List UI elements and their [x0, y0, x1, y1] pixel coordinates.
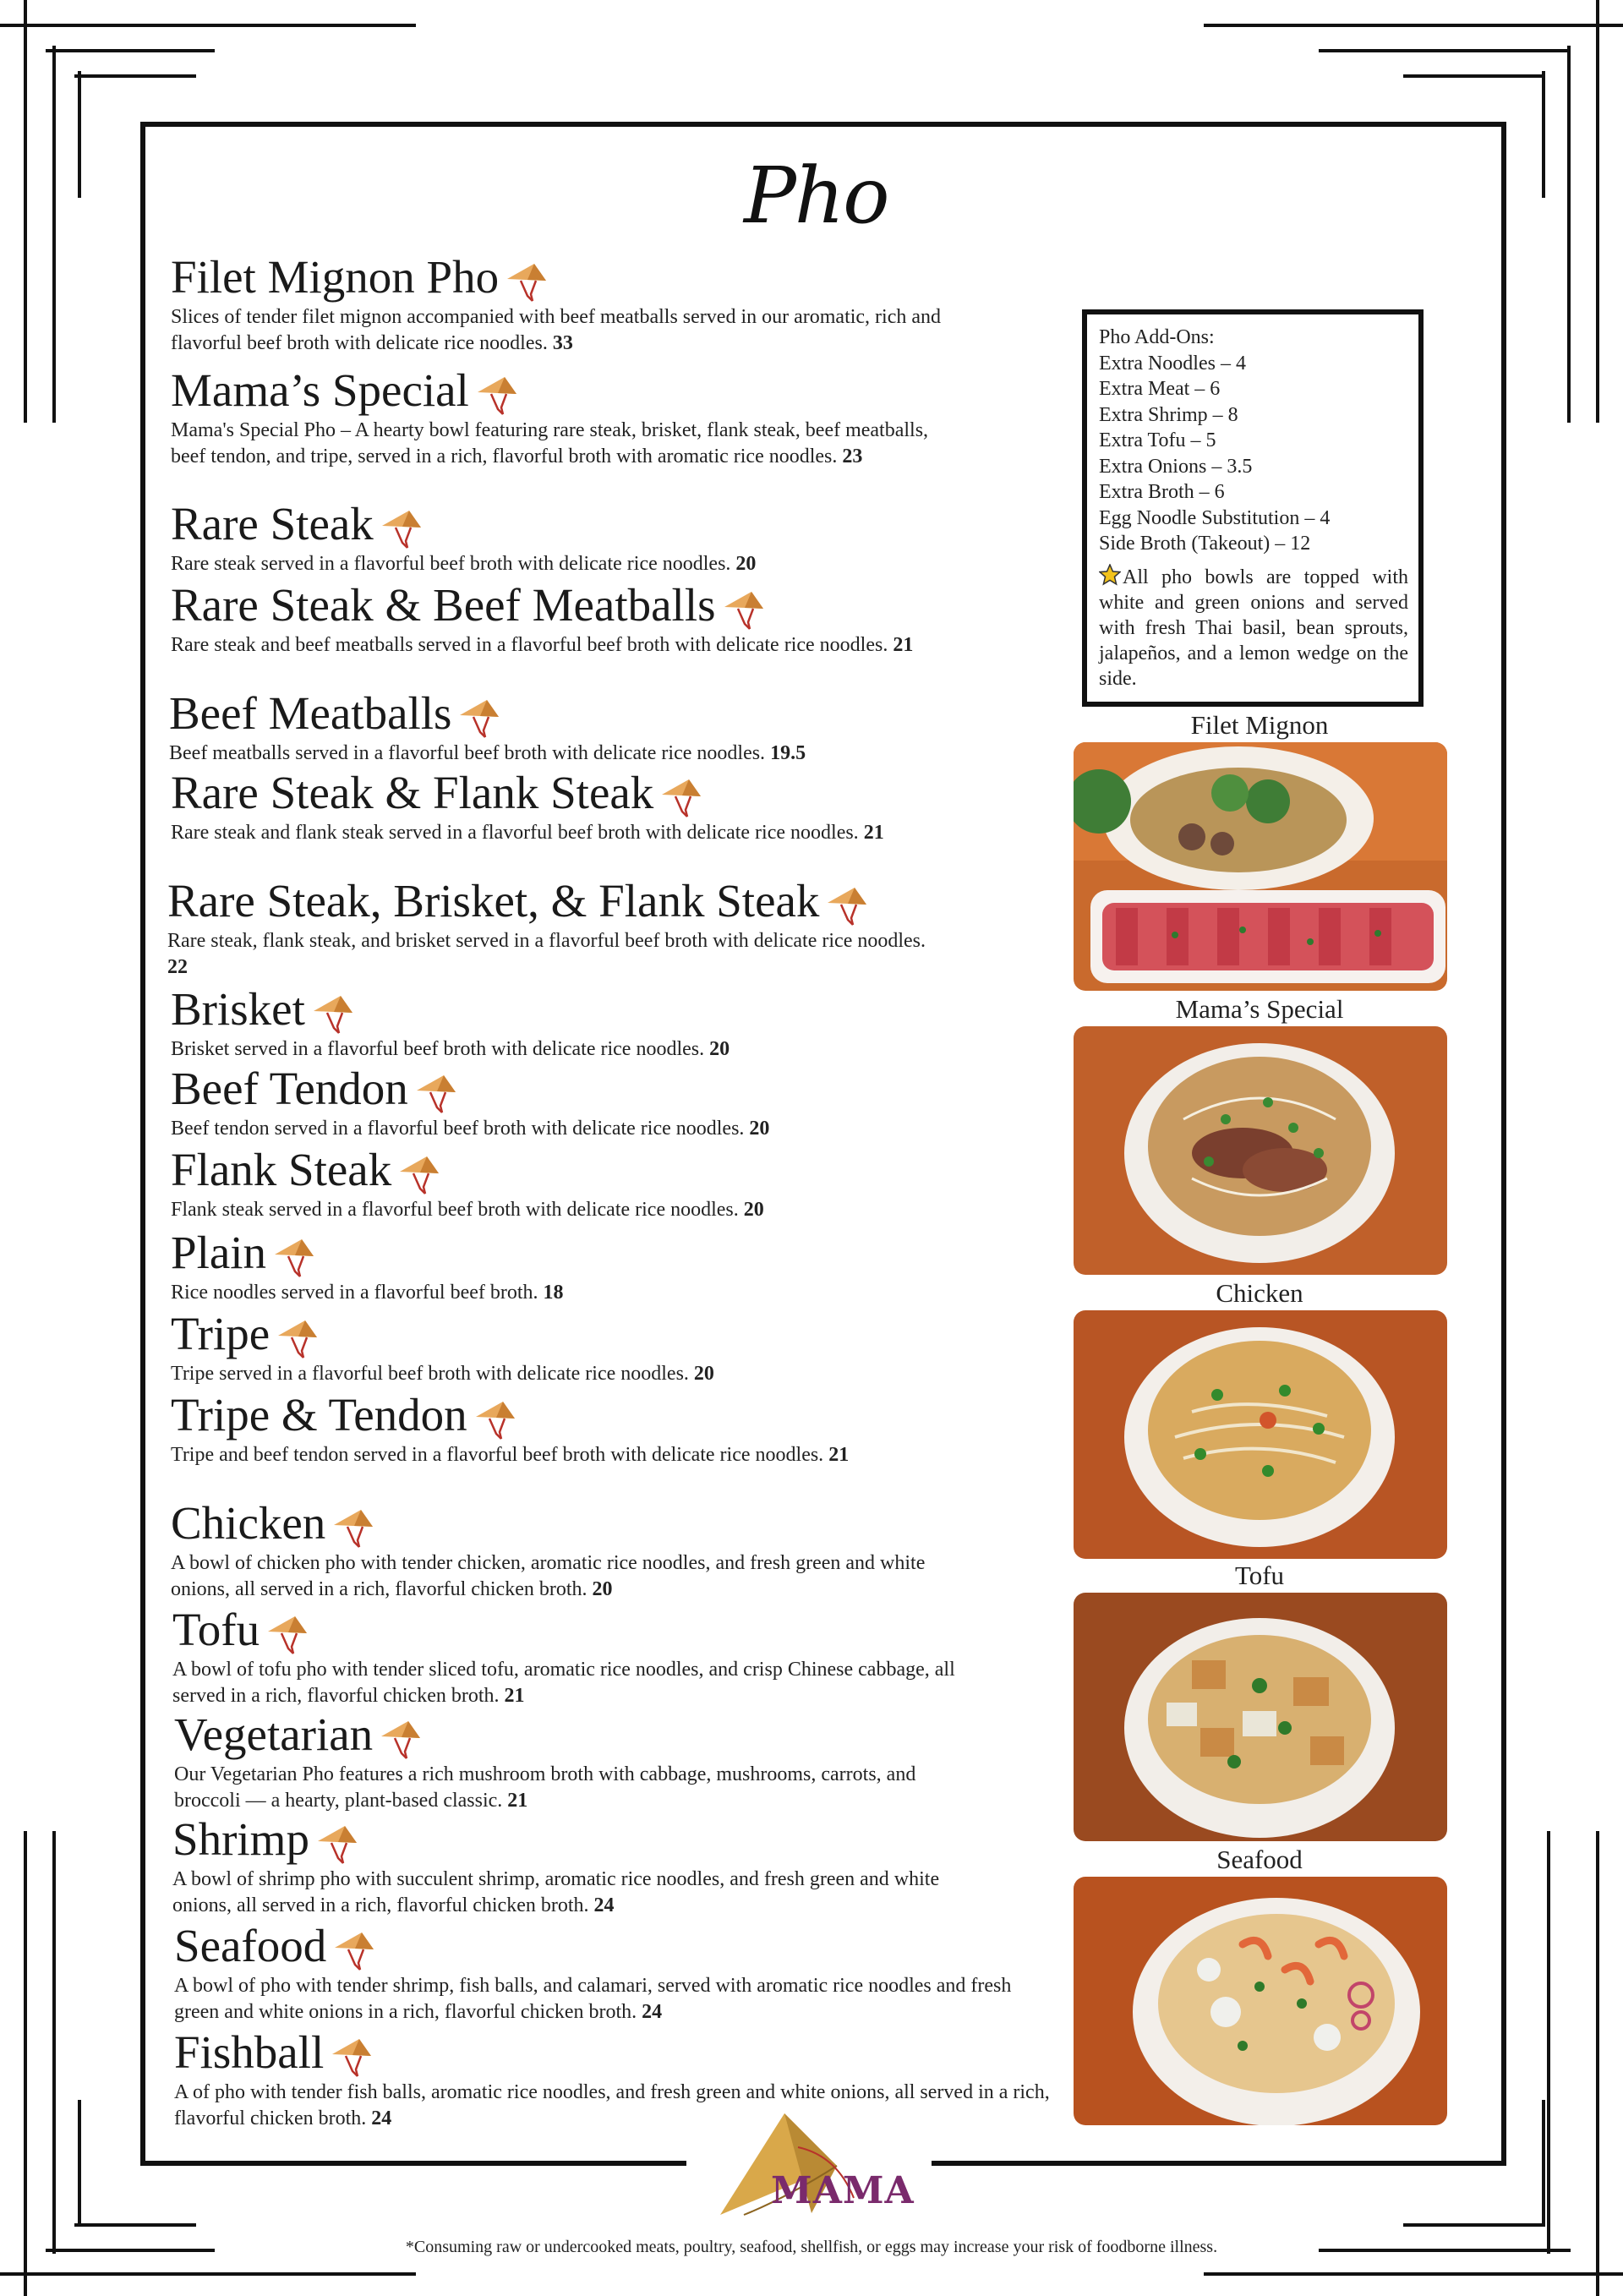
item-price: 22 [167, 956, 188, 978]
item-price: 24 [642, 2001, 663, 2023]
item-price: 24 [371, 2107, 392, 2129]
item-description: Rare steak and flank steak served in a flavorful beef broth with delicate rice noodles. [171, 822, 859, 844]
item-price: 21 [863, 822, 884, 844]
conical-hat-icon [412, 1072, 459, 1114]
item-description: Mama's Special Pho – A hearty bowl featuring rare steak, brisket, flank steak, beef meatballs, beef tendon, and tripe, served in a rich, flavorful broth with aromatic rice noodles. [171, 419, 929, 467]
conical-hat-icon [657, 776, 704, 818]
item-price: 21 [507, 1790, 528, 1812]
menu-item [172, 1604, 1102, 1709]
addon-item: Extra Broth – 6 [1099, 481, 1225, 503]
item-description: Tripe served in a flavorful beef broth with delicate rice noodles. [171, 1363, 689, 1385]
menu-item [171, 1498, 1101, 1603]
item-name: Rare Steak, Brisket, & Flank Steak [167, 875, 820, 927]
addons-box [1082, 309, 1424, 707]
addon-item: Extra Noodles – 4 [1099, 352, 1246, 374]
item-name: Rare Steak & Beef Meatballs [171, 579, 716, 631]
item-price: 20 [709, 1038, 730, 1060]
tofu-photo [1074, 1593, 1447, 1841]
item-price: 21 [893, 634, 914, 656]
seafood-photo [1074, 1877, 1447, 2125]
conical-hat-icon [822, 884, 870, 927]
toppings-note: All pho bowls are topped with white and green onions and served with fresh Thai basil, bean sprouts, jalapeños, and a lemon wedge on the side. [1099, 566, 1408, 690]
item-name: Seafood [174, 1920, 327, 1971]
logo-text: MAMA [771, 2169, 915, 2212]
conical-hat-icon [473, 374, 520, 416]
item-price: 19.5 [770, 742, 806, 764]
menu-item [171, 365, 1101, 470]
item-description: A bowl of shrimp pho with succulent shrimp, aromatic rice noodles, and fresh green and white onions, all served in a rich, flavorful chicken broth. [172, 1868, 940, 1916]
item-name: Beef Tendon [171, 1063, 408, 1114]
item-price: 20 [592, 1578, 613, 1600]
menu-item [171, 252, 1101, 357]
item-name: Brisket [171, 983, 305, 1035]
addon-item: Extra Shrimp – 8 [1099, 403, 1238, 426]
item-name: Plain [171, 1227, 267, 1278]
item-price: 18 [543, 1282, 564, 1304]
menu-item [171, 984, 1101, 1063]
item-price: 20 [693, 1363, 714, 1385]
conical-hat-icon [471, 1398, 518, 1440]
filet-mignon-photo [1074, 742, 1447, 991]
item-name: Vegetarian [174, 1708, 374, 1760]
conical-hat-icon [376, 1718, 424, 1760]
menu-item [174, 1709, 1104, 1814]
star-icon [1099, 564, 1121, 586]
menu-item [174, 1921, 1104, 2025]
item-price: 33 [552, 332, 573, 354]
menu-item [171, 1309, 1101, 1387]
item-name: Tofu [172, 1604, 260, 1655]
conical-hat-icon [455, 697, 502, 739]
conical-hat-icon [313, 1823, 360, 1865]
item-description: Tripe and beef tendon served in a flavorful beef broth with delicate rice noodles. [171, 1444, 824, 1466]
item-description: Slices of tender filet mignon accompanied with beef meatballs served in our aromatic, rich and flavorful beef broth with delicate rice noodles. [171, 306, 942, 354]
conical-hat-icon [273, 1317, 320, 1359]
item-price: 20 [743, 1199, 764, 1221]
conical-hat-icon [719, 588, 767, 631]
toppings-note-container [1099, 564, 1408, 692]
item-name: Flank Steak [171, 1144, 392, 1195]
menu-item [171, 1145, 1101, 1223]
mamas-special-photo [1074, 1026, 1447, 1275]
item-name: Rare Steak [171, 498, 374, 549]
item-price: 20 [735, 553, 757, 575]
conical-hat-icon [330, 1929, 377, 1971]
item-description: Our Vegetarian Pho features a rich mushroom broth with cabbage, mushrooms, carrots, and broccoli — a hearty, plant-based classic. [174, 1763, 916, 1812]
photo-label: Filet Mignon [1190, 710, 1329, 740]
item-name: Filet Mignon Pho [171, 251, 500, 303]
item-name: Fishball [174, 2026, 325, 2078]
item-description: Rare steak and beef meatballs served in a flavorful beef broth with delicate rice noodles. [171, 634, 888, 656]
conical-hat-icon [395, 1153, 442, 1195]
item-description: Rare steak served in a flavorful beef broth with delicate rice noodles. [171, 553, 731, 575]
addon-item: Extra Onions – 3.5 [1099, 455, 1253, 478]
conical-hat-icon [377, 507, 424, 549]
item-name: Beef Meatballs [169, 687, 452, 739]
item-price: 23 [842, 446, 863, 467]
item-name: Rare Steak & Flank Steak [171, 767, 654, 818]
item-description: A of pho with tender fish balls, aromatic rice noodles, and fresh green and white onions, all served in a rich, flavorful chicken broth. [174, 2081, 1050, 2129]
addon-item: Extra Tofu – 5 [1099, 429, 1216, 451]
chicken-photo [1074, 1310, 1447, 1559]
addon-item: Extra Meat – 6 [1099, 378, 1221, 400]
conical-hat-icon [502, 260, 549, 303]
conical-hat-icon [309, 992, 356, 1035]
item-description: A bowl of chicken pho with tender chicken, aromatic rice noodles, and fresh green and white onions, all served in a rich, flavorful chicken broth. [171, 1552, 926, 1600]
conical-hat-icon [327, 2036, 374, 2078]
item-name: Mama’s Special [171, 364, 469, 416]
item-description: Brisket served in a flavorful beef broth with delicate rice noodles. [171, 1038, 705, 1060]
item-description: Rice noodles served in a flavorful beef broth. [171, 1282, 538, 1304]
menu-item [171, 580, 1101, 659]
menu-item [171, 1390, 1101, 1468]
menu-item [174, 2027, 1104, 2132]
item-name: Tripe & Tendon [171, 1389, 467, 1440]
photo-label: Seafood [1216, 1845, 1303, 1874]
item-description: Flank steak served in a flavorful beef broth with delicate rice noodles. [171, 1199, 739, 1221]
addon-item: Egg Noodle Substitution – 4 [1099, 506, 1331, 529]
item-price: 20 [749, 1118, 770, 1140]
item-description: A bowl of pho with tender shrimp, fish balls, and calamari, served with aromatic rice noodles and fresh green and white onions in a rich, flavorful chicken broth. [174, 1975, 1012, 2023]
menu-item [172, 1814, 1102, 1919]
item-name: Tripe [171, 1308, 270, 1359]
photo-label: Chicken [1216, 1278, 1303, 1308]
item-description: A bowl of tofu pho with tender sliced tofu, aromatic rice noodles, and crisp Chinese cabbage, all served in a rich, flavorful chicken broth. [172, 1659, 955, 1707]
item-price: 24 [593, 1894, 615, 1916]
conical-hat-icon [329, 1506, 376, 1549]
photo-label: Tofu [1234, 1561, 1285, 1590]
item-name: Shrimp [172, 1813, 309, 1865]
item-price: 21 [504, 1685, 525, 1707]
addons-title: Pho Add-Ons: [1099, 326, 1215, 348]
menu-item [169, 688, 1099, 767]
item-price: 21 [828, 1444, 850, 1466]
conical-hat-icon [270, 1236, 317, 1278]
photo-label: Mama’s Special [1175, 994, 1344, 1024]
menu-item [171, 1063, 1101, 1142]
menu-item [171, 1227, 1101, 1306]
addon-item: Side Broth (Takeout) – 12 [1099, 533, 1311, 555]
menu-item [171, 768, 1101, 846]
item-description: Rare steak, flank steak, and brisket served in a flavorful beef broth with delicate rice noodles. [167, 930, 926, 952]
menu-item [171, 499, 1101, 577]
menu-item [167, 876, 1097, 981]
item-name: Chicken [171, 1497, 326, 1549]
item-description: Beef tendon served in a flavorful beef broth with delicate rice noodles. [171, 1118, 745, 1140]
page-title: Pho [744, 150, 888, 241]
conical-hat-icon [263, 1613, 310, 1655]
item-description: Beef meatballs served in a flavorful beef broth with delicate rice noodles. [169, 742, 766, 764]
disclaimer: *Consuming raw or undercooked meats, poultry, seafood, shellfish, or eggs may increase your risk of foodborne illness. [405, 2238, 1218, 2256]
